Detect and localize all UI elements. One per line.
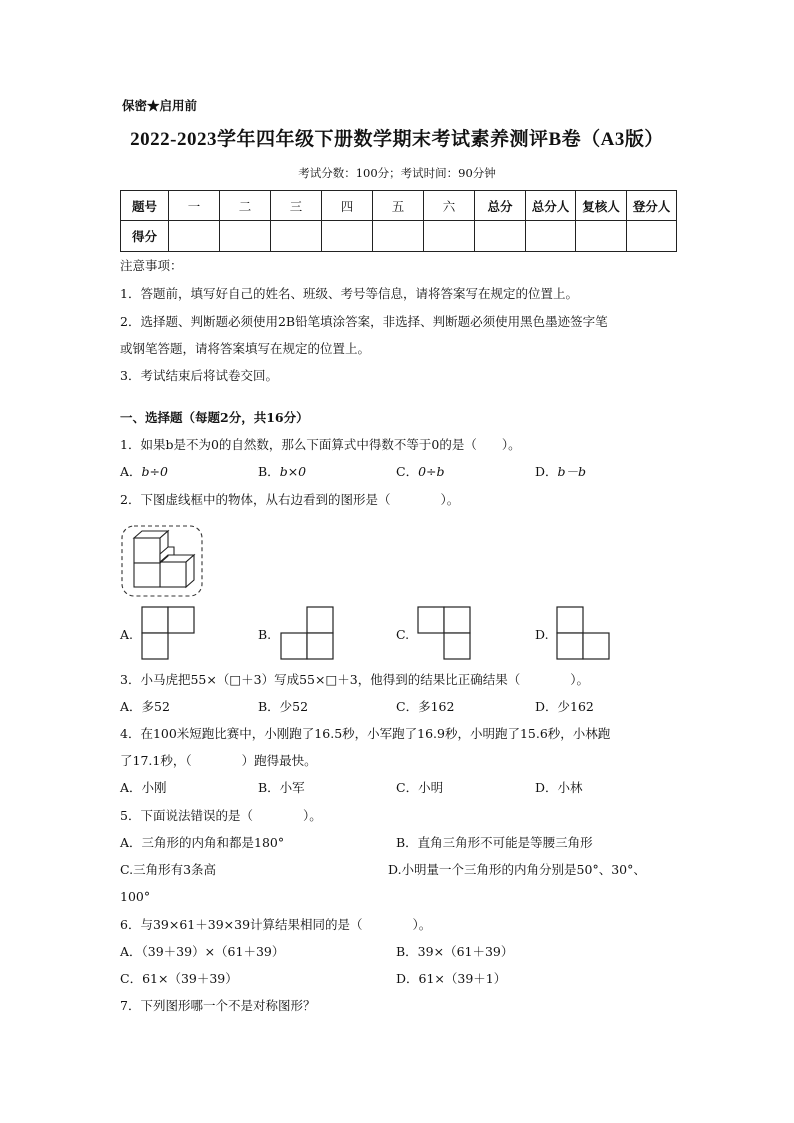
score-table-score-row xyxy=(121,221,677,252)
q2-option-c[interactable]: C. xyxy=(396,627,410,642)
q2-stem: 2．下图虚线框中的物体，从右边看到的图形是（ ）。 xyxy=(120,492,460,507)
q1-option-b[interactable] xyxy=(258,464,306,480)
q2-option-d-figure xyxy=(556,606,610,660)
q3-stem: 3．小马虎把55×（□＋3）写成55×□＋3，他得到的结果比正确结果（ ）。 xyxy=(120,672,589,687)
q5-stem: 5．下面说法错误的是（ ）。 xyxy=(120,808,322,823)
score-table-header-cell: 三 xyxy=(271,191,322,221)
q6-stem: 6．与39×61＋39×39计算结果相同的是（ ）。 xyxy=(120,917,432,932)
note-1: 1．答题前，填写好自己的姓名、班级、考号等信息，请将答案写在规定的位置上。 xyxy=(120,286,578,301)
exam-title: 2022-2023学年四年级下册数学期末考试素养测评B卷（A3版） xyxy=(130,129,664,150)
score-table-header-cell: 四 xyxy=(322,191,373,221)
q3-option-a[interactable]: A．多52 xyxy=(120,699,170,714)
q1-stem: 1．如果b是不为0的自然数，那么下面算式中得数不等于0的是（ ）。 xyxy=(120,437,521,452)
q2-option-b[interactable]: B. xyxy=(258,627,272,642)
q3-option-c[interactable]: C．多162 xyxy=(396,699,455,714)
q4-option-d[interactable]: D．小林 xyxy=(535,780,583,795)
cube-stack-figure xyxy=(120,524,204,598)
score-row-label: 得分 xyxy=(121,221,169,252)
score-input-cell[interactable] xyxy=(475,221,526,252)
option-text: b÷0 xyxy=(141,464,168,479)
score-input-cell[interactable] xyxy=(373,221,424,252)
q5-option-b[interactable]: B．直角三角形不可能是等腰三角形 xyxy=(396,835,593,850)
score-table-header-cell: 五 xyxy=(373,191,424,221)
q2-option-c-figure xyxy=(417,606,471,660)
q2-option-a-figure xyxy=(141,606,195,660)
q5-option-c[interactable]: C.三角形有3条高 xyxy=(120,862,217,877)
option-text: b×0 xyxy=(279,464,307,479)
score-input-cell[interactable] xyxy=(576,221,627,252)
option-text: b－b xyxy=(557,464,587,479)
q2-option-b-figure xyxy=(280,606,334,660)
score-table-header-cell: 总分 xyxy=(475,191,526,221)
score-table-header-cell: 题号 xyxy=(121,191,169,221)
q6-option-b[interactable]: B．39×（61＋39） xyxy=(396,944,514,959)
q5-option-d-line1[interactable]: D.小明量一个三角形的内角分别是50°、30°、 xyxy=(388,862,646,877)
option-label: A． xyxy=(120,464,142,479)
score-table-header-cell: 二 xyxy=(220,191,271,221)
score-input-cell[interactable] xyxy=(169,221,220,252)
q2-option-a[interactable]: A. xyxy=(120,627,134,642)
q5-option-a[interactable]: A．三角形的内角和都是180° xyxy=(120,835,285,850)
q3-option-b[interactable]: B．少52 xyxy=(258,699,309,714)
score-table xyxy=(120,190,677,252)
score-table-header-cell: 六 xyxy=(424,191,475,221)
q6-option-c[interactable]: C．61×（39＋39） xyxy=(120,971,238,986)
score-input-cell[interactable] xyxy=(322,221,373,252)
score-input-cell[interactable] xyxy=(220,221,271,252)
score-input-cell[interactable] xyxy=(424,221,475,252)
score-table-header-cell: 复核人 xyxy=(576,191,627,221)
option-label: D． xyxy=(535,464,558,479)
q1-option-c[interactable] xyxy=(396,464,445,480)
exam-subtitle: 考试分数：100分；考试时间：90分钟 xyxy=(298,166,496,180)
note-2b: 或钢笔答题，请将答案填写在规定的位置上。 xyxy=(120,341,371,356)
option-label: C． xyxy=(396,464,419,479)
q4-stem-line2: 了17.1秒，（ ）跑得最快。 xyxy=(120,753,317,768)
score-input-cell[interactable] xyxy=(271,221,322,252)
q1-option-a[interactable] xyxy=(120,464,168,480)
score-table-header-cell: 一 xyxy=(169,191,220,221)
q4-option-a[interactable]: A．小刚 xyxy=(120,780,167,795)
score-input-cell[interactable] xyxy=(526,221,576,252)
q2-option-d[interactable]: D. xyxy=(535,627,549,642)
q4-option-b[interactable]: B．小军 xyxy=(258,780,305,795)
q7-stem: 7．下列图形哪一个不是对称图形？ xyxy=(120,998,316,1013)
score-input-cell[interactable] xyxy=(627,221,677,252)
q5-option-d-line2: 100° xyxy=(120,889,151,904)
q6-option-d[interactable]: D．61×（39＋1） xyxy=(396,971,507,986)
note-2a: 2．选择题、判断题必须使用2B铅笔填涂答案，非选择、判断题必须使用黑色墨迹签字笔 xyxy=(120,314,608,329)
section-1-heading: 一、选择题（每题2分，共16分） xyxy=(120,410,309,425)
q1-option-d[interactable] xyxy=(535,464,586,480)
q6-option-a[interactable]: A．（39＋39）×（61＋39） xyxy=(120,944,285,959)
option-label: B． xyxy=(258,464,280,479)
confidential-label: 保密★启用前 xyxy=(122,98,198,113)
q3-option-d[interactable]: D．少162 xyxy=(535,699,594,714)
score-table-header-cell: 总分人 xyxy=(526,191,576,221)
notes-heading: 注意事项： xyxy=(120,258,183,273)
score-table-header-row xyxy=(121,191,677,221)
note-3: 3．考试结束后将试卷交回。 xyxy=(120,368,278,383)
q4-stem-line1: 4．在100米短跑比赛中，小刚跑了16.5秒，小军跑了16.9秒，小明跑了15.6秒，小林跑 xyxy=(120,726,611,741)
score-table-header-cell: 登分人 xyxy=(627,191,677,221)
option-text: 0÷b xyxy=(418,464,445,479)
q4-option-c[interactable]: C．小明 xyxy=(396,780,444,795)
